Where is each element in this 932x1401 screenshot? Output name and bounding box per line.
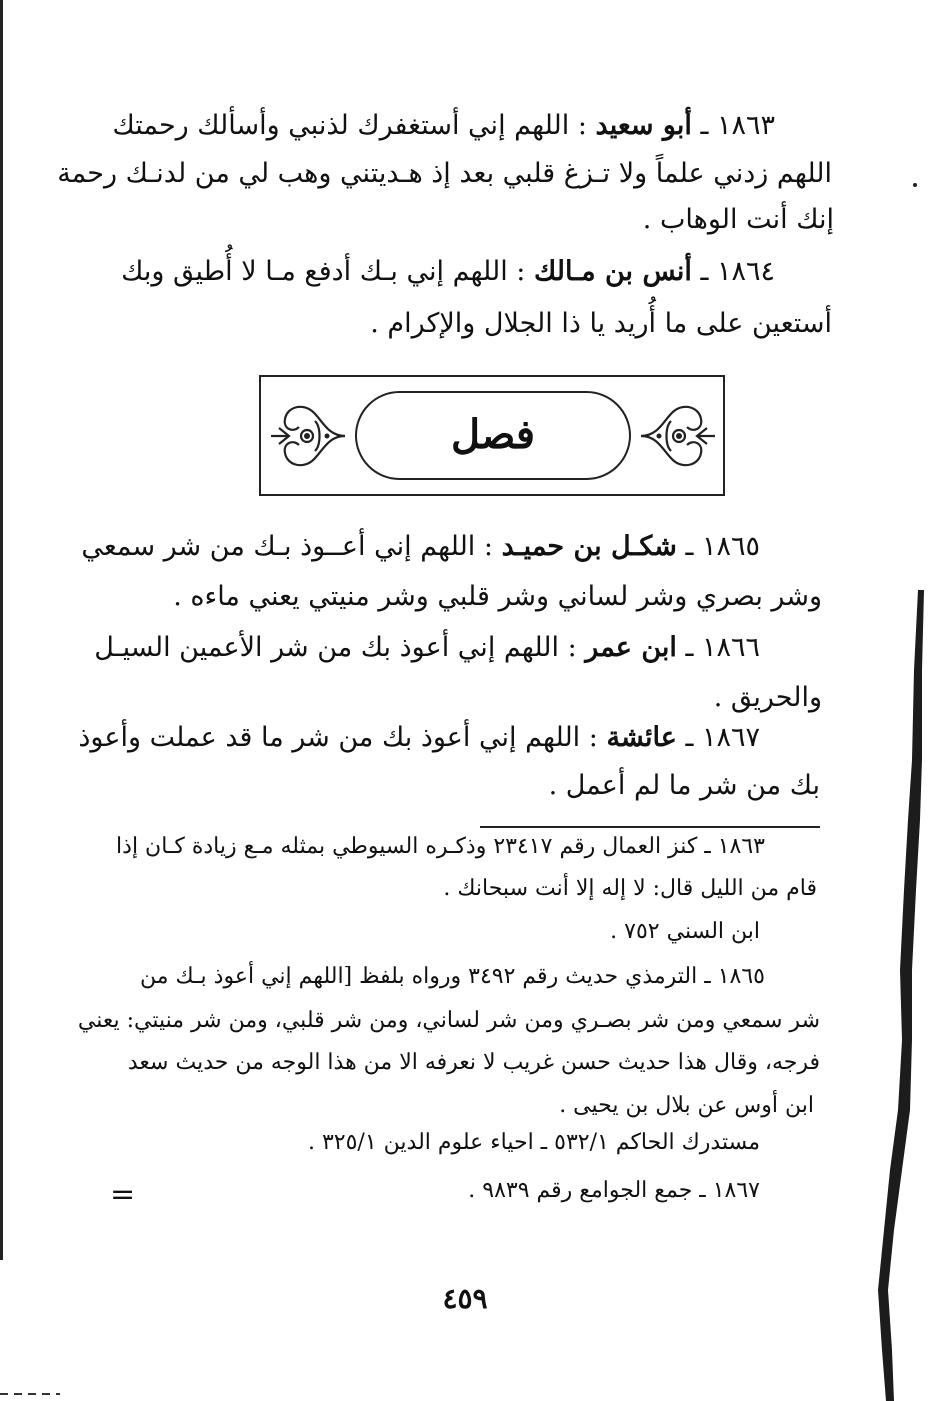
entry-separator: : [483,531,493,562]
entry-narrator: أنس بن مـالك [534,256,692,287]
entry-number: ١٨٦٧ ـ [685,722,760,753]
entry-text: اللهم إني أعــوذ بـك من شر سمعي [81,531,476,562]
entry-1863-line-2: اللهم زدني علماً ولا تـزغ قلبي بعد إذ هـديتني وهب لي من لدنـك رحمة [57,158,832,189]
entry-1866-line-2: والحريق . [713,682,822,713]
section-heading-frame [259,375,725,496]
entry-text: اللهم إني أعوذ بك من شر ما قد عملت وأعوذ [78,722,581,753]
left-ornament-icon [267,399,347,474]
entry-text: اللهم إني أعوذ بك من شر الأعمين السيـل [94,632,559,663]
entry-1865-line-1 [81,531,760,562]
page-number: ٤٥٩ [442,1282,488,1315]
right-ornament-icon [639,399,719,474]
section-heading: فصل [450,411,536,458]
entry-number: ١٨٦٥ ـ [685,531,760,562]
entry-narrator: شكـل بن حميـد [501,531,677,562]
footnote-line: ابن أوس عن بلال بن يحيى . [559,1093,814,1118]
scan-left-border [0,0,3,1260]
entry-narrator: ابن عمر [585,632,677,663]
entry-1863-line-1 [112,110,775,141]
heading-oval [355,391,631,480]
footnote-line: ١٨٦٧ ـ جمع الجوامع رقم ٩٨٣٩ . [468,1178,760,1203]
entry-separator: : [516,256,526,287]
entry-1867-line-2: بك من شر ما لم أعمل . [548,770,820,801]
footnote-divider [480,826,820,828]
entry-1863-line-3: إنك أنت الوهاب . [642,204,834,235]
scan-right-edge [860,590,930,1401]
entry-number: ١٨٦٤ ـ [700,256,775,287]
footnote-line: ١٨٦٣ ـ كنز العمال رقم ٢٣٤١٧ وذكـره السيوطي بمثله مـع زيادة كـان إذا [116,834,765,859]
entry-narrator: أبو سعيد [595,110,692,141]
entry-separator: : [577,110,587,141]
scan-bottom-marks [0,1393,60,1395]
entry-narrator: عائشة [606,722,677,753]
footnote-line: مستدرك الحاكم ٥٣٢/١ ـ احياء علوم الدين ٣٢٥/١ . [307,1130,760,1155]
footnote-line: ابن السني ٧٥٢ . [610,919,760,944]
entry-1864-line-1 [121,256,775,287]
entry-1866-line-1 [94,632,760,663]
entry-1867-line-1 [78,722,760,753]
entry-1865-line-2: وشر بصري وشر لساني وشر قلبي وشر منيتي يعني ماءه . [173,581,822,612]
footnote-line: شر سمعي ومن شر بصـري ومن شر لساني، ومن شر قلبي، ومن شر منيتي: يعني [77,1008,820,1033]
entry-separator: : [567,632,577,663]
entry-number: ١٨٦٣ ـ [700,110,775,141]
entry-text: اللهم إني بـك أدفع مـا لا أُطيق وبك [121,256,508,287]
scan-dot [913,183,917,187]
margin-mark: = [110,1177,136,1212]
entry-text: اللهم إني أستغفرك لذنبي وأسألك رحمتك [112,110,570,141]
entry-separator: : [588,722,598,753]
footnote-line: ١٨٦٥ ـ الترمذي حديث رقم ٣٤٩٢ ورواه بلفظ [اللهم إني أعوذ بـك من [140,964,765,989]
footnote-line: فرجه، وقال هذا حديث حسن غريب لا نعرفه الا من هذا الوجه من حديث سعد [127,1050,820,1075]
entry-1864-line-2: أستعين على ما أُريد يا ذا الجلال والإكرام . [370,308,832,339]
entry-number: ١٨٦٦ ـ [685,632,760,663]
footnote-line: قام من الليل قال: لا إله إلا أنت سبحانك . [443,876,817,901]
